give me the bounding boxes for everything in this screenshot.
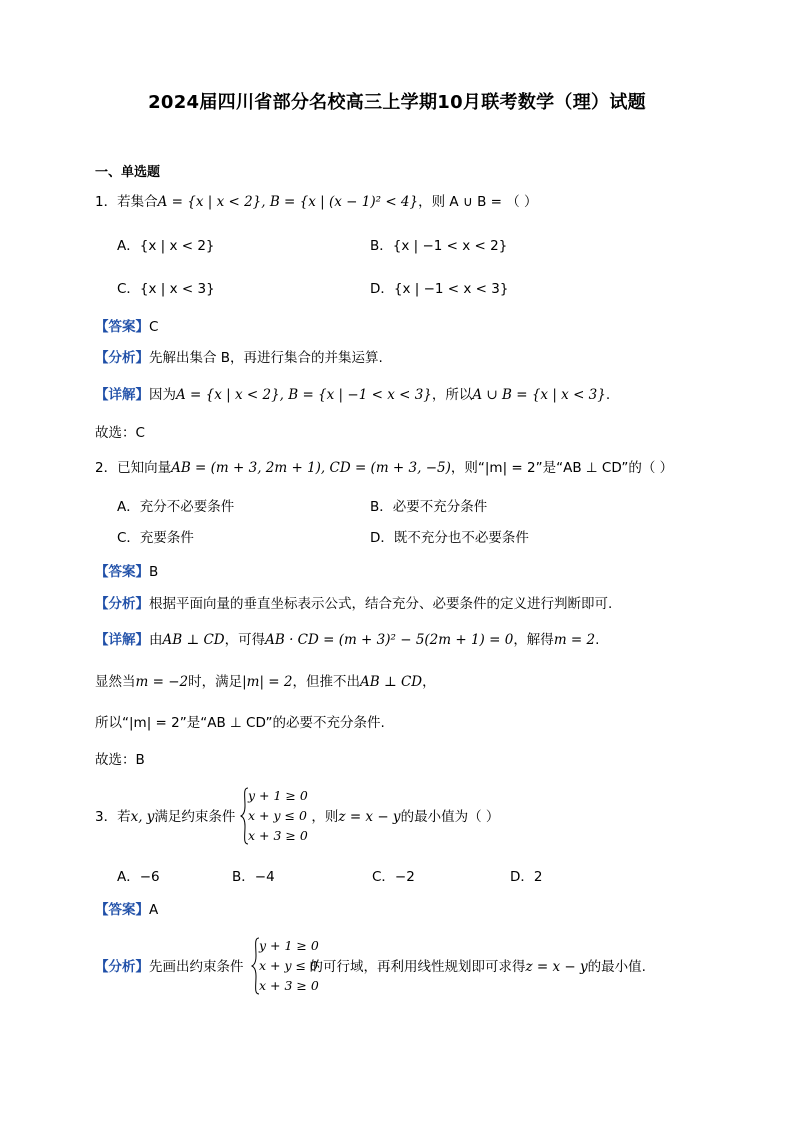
q3-analysis-math: z = x − y: [525, 959, 588, 975]
q1-detail-math2: A ∪ B = {x | x < 3}: [472, 387, 606, 403]
q3-analysis-constraint-3: x + 3 ≥ 0: [259, 978, 319, 993]
q1-detail-math: A = {x | x < 2}, B = {x | −1 < x < 3}: [176, 387, 432, 403]
section-heading: 一、单选题: [95, 165, 161, 180]
q2-detail-mid2: ，解得: [513, 632, 554, 648]
q2-line2-end: ，: [422, 674, 436, 690]
q3-stem-suffix: 的最小值为（ ）: [400, 809, 500, 825]
q1-stem: [95, 193, 538, 211]
q1-option-a: A．{x | x < 2}: [117, 238, 215, 254]
q3-option-b: B．−4: [232, 869, 275, 885]
q1-detail-end: .: [605, 387, 611, 403]
q2-option-d: D．既不充分也不必要条件: [370, 530, 529, 546]
q1-stem-prefix: 1．若集合: [95, 194, 158, 210]
q2-conclusion: 故选：B: [95, 752, 145, 768]
q2-option-c: C．充要条件: [117, 530, 194, 546]
page-title: 2024届四川省部分名校高三上学期10月联考数学（理）试题: [148, 92, 646, 113]
q3-analysis-constraint-1: y + 1 ≥ 0: [259, 938, 319, 953]
q2-option-a: A．充分不必要条件: [117, 499, 235, 515]
q3-stem-mid2: ，则: [311, 809, 339, 825]
q3-option-c: C．−2: [372, 869, 415, 885]
q1-option-d: D．{x | −1 < x < 3}: [370, 281, 509, 297]
q2-stem-prefix: 2．已知向量: [95, 460, 172, 476]
q1-option-c: C．{x | x < 3}: [117, 281, 215, 297]
q3-answer-value: A: [149, 902, 159, 918]
q2-detail-mid: ，可得: [224, 632, 266, 648]
q2-detail-prefix: 由: [149, 632, 163, 648]
analysis-label: 【分析】: [95, 350, 149, 366]
q1-conclusion: 故选：C: [95, 425, 145, 441]
q1-stem-suffix: ，则 A ∪ B = （ ）: [418, 194, 538, 210]
q2-stem-suffix: ，则“|m| = 2”是“AB ⊥ CD”的（ ）: [450, 460, 674, 476]
q3-stem-math: z = x − y: [338, 809, 401, 825]
q2-stem-math: AB = (m + 3, 2m + 1), CD = (m + 3, −5): [171, 460, 451, 476]
q3-constraint-3: x + 3 ≥ 0: [248, 828, 308, 843]
q3-analysis-constraint-2: x + y ≤ 0: [259, 958, 318, 973]
q2-line2-math: m = −2: [135, 674, 189, 690]
q1-analysis: [95, 349, 383, 367]
q1-stem-math: A = {x | x < 2}, B = {x | (x − 1)² < 4}: [157, 194, 419, 210]
analysis-label: 【分析】: [95, 596, 149, 612]
q3-constraint-1: y + 1 ≥ 0: [248, 788, 308, 803]
q2-detail-line3: 所以“|m| = 2”是“AB ⊥ CD”的必要不充分条件.: [95, 715, 385, 731]
q3-stem-vars: x, y: [130, 809, 155, 825]
q2-answer: [95, 563, 158, 581]
q3-answer: [95, 901, 158, 919]
q3-option-a: A．−6: [117, 869, 160, 885]
q2-line2-mid2: ，但推不出: [292, 674, 360, 690]
q3-constraint-2: x + y ≤ 0: [248, 808, 307, 823]
q3-stem-prefix: 3．若: [95, 809, 131, 825]
q2-analysis: [95, 595, 612, 613]
q2-analysis-text: 根据平面向量的垂直坐标表示公式，结合充分、必要条件的定义进行判断即可.: [149, 596, 613, 612]
q2-option-b: B．必要不充分条件: [370, 499, 488, 515]
q3-stem-mid: 满足约束条件: [154, 809, 236, 825]
q1-answer-value: C: [149, 319, 159, 335]
q3-analysis-constraint-system: [251, 936, 321, 996]
q3-analysis-mid: 的可行域，再利用线性规划即可求得: [309, 959, 526, 975]
q1-analysis-text: 先解出集合 B，再进行集合的并集运算.: [149, 350, 383, 366]
detail-label: 【详解】: [95, 632, 149, 648]
q3-analysis-prefix: 先画出约束条件: [149, 959, 244, 975]
q2-stem: [95, 459, 673, 477]
q2-detail-line2: [95, 673, 436, 691]
q1-detail: [95, 386, 610, 404]
answer-label: 【答案】: [95, 564, 149, 580]
q2-detail-math: AB ⊥ CD: [162, 632, 225, 648]
q2-detail-math2: AB · CD = (m + 3)² − 5(2m + 1) = 0: [265, 632, 514, 648]
q1-detail-prefix: 因为: [149, 387, 176, 403]
q2-line2-mid: 时，满足: [188, 674, 243, 690]
q2-answer-value: B: [149, 564, 159, 580]
q2-detail: [95, 631, 599, 649]
q1-answer: [95, 318, 158, 336]
q2-detail-math3: m = 2: [553, 632, 596, 648]
answer-label: 【答案】: [95, 319, 149, 335]
q1-option-b: B．{x | −1 < x < 2}: [370, 238, 508, 254]
q2-line2-math2: |m| = 2: [242, 674, 293, 690]
detail-label: 【详解】: [95, 387, 149, 403]
q2-line2-prefix: 显然当: [95, 674, 136, 690]
q1-detail-mid: ，所以: [431, 387, 473, 403]
analysis-label: 【分析】: [95, 959, 149, 975]
q3-constraint-system: [240, 786, 320, 846]
q2-detail-end: .: [595, 632, 600, 648]
q2-line2-math3: AB ⊥ CD: [360, 674, 423, 690]
q3-option-d: D．2: [510, 869, 543, 885]
q3-analysis-end: 的最小值.: [587, 959, 646, 975]
answer-label: 【答案】: [95, 902, 149, 918]
q3-analysis: [95, 958, 646, 976]
